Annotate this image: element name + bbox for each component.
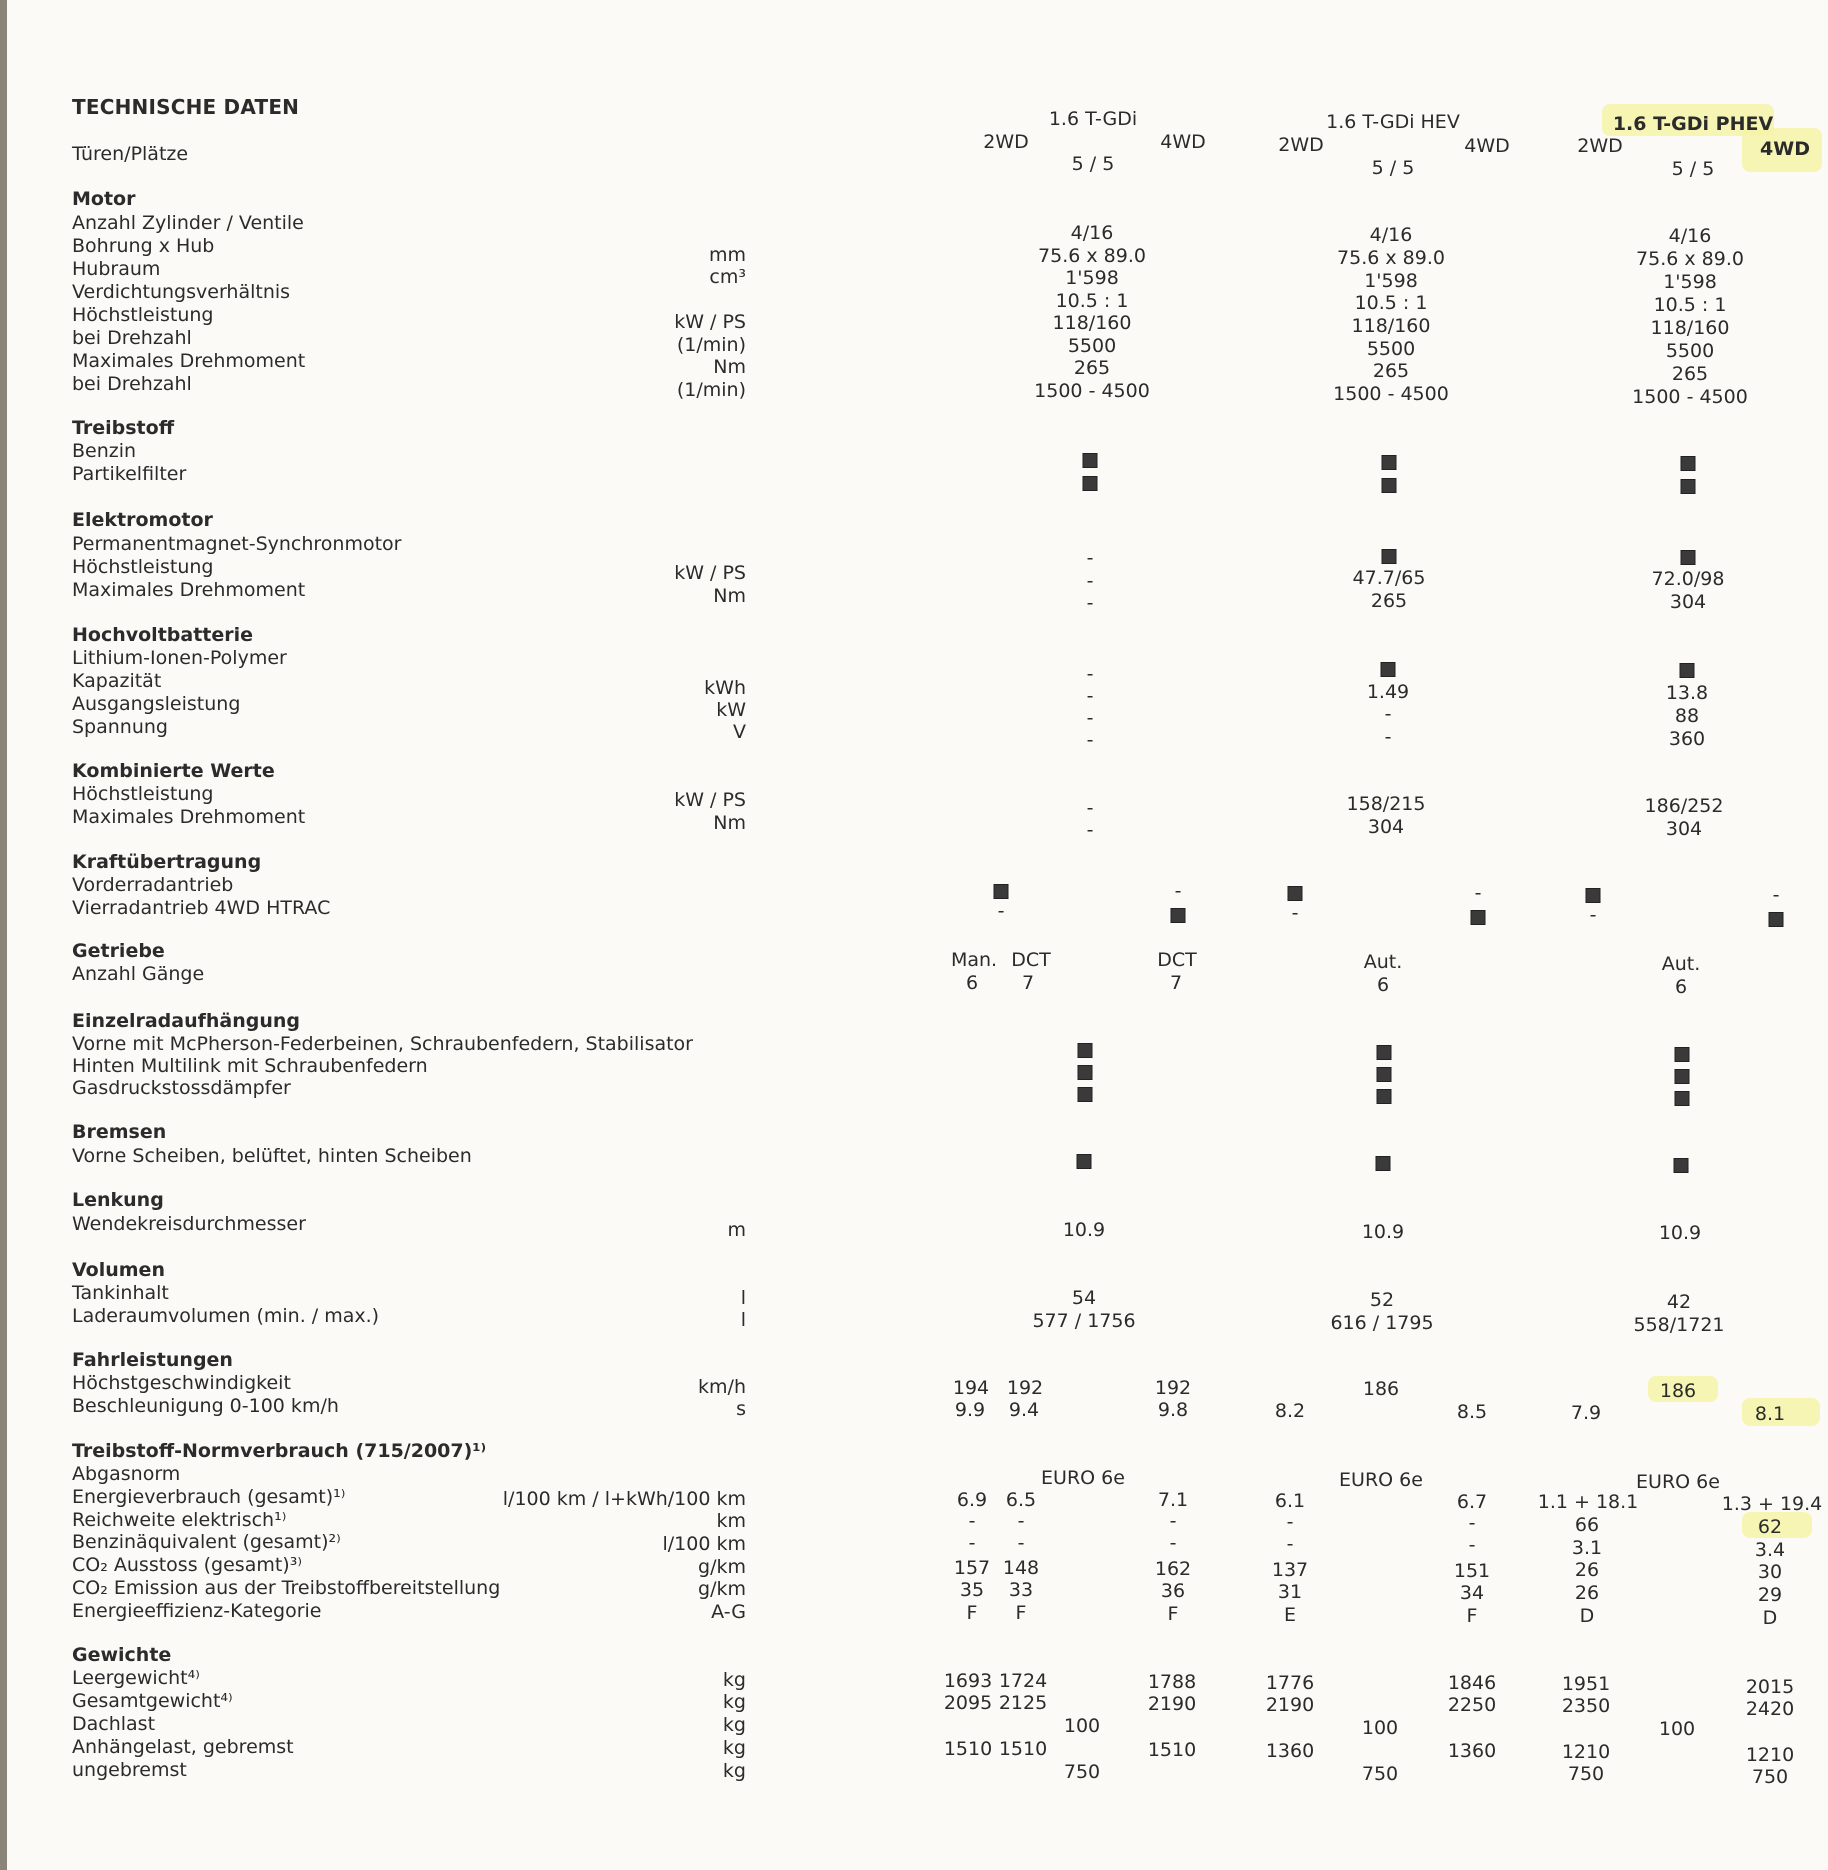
m1-anh-man: 1510 xyxy=(943,1738,993,1760)
m1-el-drehmoment: - xyxy=(1086,592,1094,614)
check-icon xyxy=(994,884,1009,899)
label-el-drehmoment: Maximales Drehmoment xyxy=(72,579,306,601)
check-icon xyxy=(1377,1089,1392,1104)
m3b-benzinaeq: 3.4 xyxy=(1754,1539,1786,1561)
label-bohrung: Bohrung x Hub xyxy=(72,235,215,257)
m3-zylinder: 4/16 xyxy=(1668,225,1712,247)
section-motor: Motor xyxy=(72,188,136,210)
m1-benzinaeq-dct: - xyxy=(1017,1532,1025,1554)
m2-zylinder: 4/16 xyxy=(1369,224,1413,246)
m3-spannung: 360 xyxy=(1668,728,1706,750)
m3a-ges: 2350 xyxy=(1561,1695,1611,1717)
unit-l-lade: l xyxy=(740,1309,746,1331)
section-kraft: Kraftübertragung xyxy=(72,851,262,873)
m3-drehzahl2: 1500 - 4500 xyxy=(1632,386,1748,408)
m1-cb-dct: 33 xyxy=(1008,1579,1034,1601)
m2b-cb: 34 xyxy=(1459,1582,1485,1604)
m3-gaenge: 6 xyxy=(1674,976,1688,998)
m3a-benzinaeq: 3.1 xyxy=(1571,1537,1603,1559)
label-vorne-mc: Vorne mit McPherson-Federbeinen, Schraubenfedern, Stabilisator xyxy=(72,1033,693,1055)
m1b-co2: 162 xyxy=(1154,1558,1192,1580)
m1b-vmax: 192 xyxy=(1154,1377,1192,1399)
m1b-gaenge: 7 xyxy=(1169,972,1183,994)
check-icon xyxy=(1681,550,1696,565)
m3-ausgang: 88 xyxy=(1674,705,1700,727)
unit-kg-5: kg xyxy=(722,1760,746,1782)
m3b-cb: 29 xyxy=(1757,1584,1783,1606)
doors-1: 5 / 5 xyxy=(1071,153,1115,175)
m1-anh-dct: 1510 xyxy=(998,1738,1048,1760)
unit-ag: A-G xyxy=(711,1601,746,1623)
label-gesamt: Gesamtgewicht⁴⁾ xyxy=(72,1690,233,1712)
m1b-vorderrad: - xyxy=(1174,880,1182,902)
m2-komb-leistung: 158/215 xyxy=(1346,793,1426,815)
section-kombiniert: Kombinierte Werte xyxy=(72,760,275,782)
m2-abgas: EURO 6e xyxy=(1339,1469,1423,1491)
m3-drehmoment: 265 xyxy=(1671,363,1709,385)
unit-s: s xyxy=(736,1398,746,1420)
m2b-anh: 1360 xyxy=(1447,1740,1497,1762)
m2-wendekreis: 10.9 xyxy=(1361,1221,1405,1243)
label-partikel: Partikelfilter xyxy=(72,463,187,485)
label-energie: Energieverbrauch (gesamt)¹⁾ xyxy=(72,1486,346,1508)
label-kapazitaet: Kapazität xyxy=(72,670,162,692)
m1-vmax-dct: 192 xyxy=(1006,1377,1044,1399)
m1-ges-man: 2095 xyxy=(943,1692,993,1714)
label-zylinder: Anzahl Zylinder / Ventile xyxy=(72,212,304,234)
m3-komb-leistung: 186/252 xyxy=(1644,795,1724,817)
m3b-ges: 2420 xyxy=(1745,1698,1795,1720)
m3a-leer: 1951 xyxy=(1561,1673,1611,1695)
m2-laderaum: 616 / 1795 xyxy=(1330,1312,1434,1334)
m2-kapazitaet: 1.49 xyxy=(1366,681,1410,703)
m3-wendekreis: 10.9 xyxy=(1658,1222,1702,1244)
label-vorne-scheiben: Vorne Scheiben, belüftet, hinten Scheiben xyxy=(72,1145,472,1167)
m2a-eff: E xyxy=(1283,1604,1297,1626)
m3a-vierrad: - xyxy=(1589,904,1597,926)
m2-leistung: 118/160 xyxy=(1351,315,1431,337)
m3-drehzahl: 5500 xyxy=(1665,340,1715,362)
check-icon xyxy=(1675,1069,1690,1084)
label-ungebremst: ungebremst xyxy=(72,1759,187,1781)
m1-bohrung: 75.6 x 89.0 xyxy=(1038,245,1146,267)
m3-dachlast: 100 xyxy=(1658,1718,1696,1740)
m1-vmax-man: 194 xyxy=(952,1377,990,1399)
m1b-leer: 1788 xyxy=(1147,1671,1197,1693)
m2a-beschl: 8.2 xyxy=(1274,1400,1306,1422)
m3-leistung: 118/160 xyxy=(1650,317,1730,339)
label-el-leistung: Höchstleistung xyxy=(72,556,214,578)
scan-edge xyxy=(0,0,7,1870)
check-icon xyxy=(1377,1067,1392,1082)
section-normverbrauch: Treibstoff-Normverbrauch (715/2007)¹⁾ xyxy=(72,1440,487,1462)
check-icon xyxy=(1376,1156,1391,1171)
label-tueren: Türen/Plätze xyxy=(72,143,189,165)
check-icon xyxy=(1288,886,1303,901)
m3-kapazitaet: 13.8 xyxy=(1665,682,1709,704)
m3-verdichtung: 10.5 : 1 xyxy=(1653,294,1727,316)
unit-v: V xyxy=(733,721,746,743)
m1-energie-dct: 6.5 xyxy=(1005,1489,1037,1511)
model-2-name: 1.6 T-GDi HEV xyxy=(1326,111,1460,133)
check-icon xyxy=(1078,1087,1093,1102)
section-bremsen: Bremsen xyxy=(72,1121,167,1143)
m1-laderaum: 577 / 1756 xyxy=(1032,1310,1136,1332)
unit-kwps-el: kW / PS xyxy=(674,562,746,584)
m3-el-drehmoment: 304 xyxy=(1669,591,1707,613)
m2a-reichweite: - xyxy=(1286,1511,1294,1533)
unit-m: m xyxy=(727,1219,746,1241)
m3a-co2: 26 xyxy=(1574,1559,1600,1581)
model-2-4wd: 4WD xyxy=(1464,135,1510,157)
unit-kg-2: kg xyxy=(722,1691,746,1713)
unit-nm-komb: Nm xyxy=(713,812,746,834)
m1-zylinder: 4/16 xyxy=(1070,222,1114,244)
model-3-4wd: 4WD xyxy=(1760,138,1810,160)
label-drehmoment: Maximales Drehmoment xyxy=(72,350,306,372)
label-pmsm: Permanentmagnet-Synchronmotor xyxy=(72,533,402,555)
m3b-eff: D xyxy=(1762,1607,1778,1629)
label-laderaum: Laderaumvolumen (min. / max.) xyxy=(72,1305,380,1327)
m2b-eff: F xyxy=(1466,1605,1478,1627)
section-volumen: Volumen xyxy=(72,1259,165,1281)
label-anhaenge: Anhängelast, gebremst xyxy=(72,1736,294,1758)
label-abgas: Abgasnorm xyxy=(72,1463,181,1485)
label-gaenge: Anzahl Gänge xyxy=(72,963,205,985)
m2-bohrung: 75.6 x 89.0 xyxy=(1337,247,1445,269)
m2a-benzinaeq: - xyxy=(1286,1533,1294,1555)
check-icon xyxy=(1171,908,1186,923)
m1-drehzahl2: 1500 - 4500 xyxy=(1034,380,1150,402)
unit-cm3: cm³ xyxy=(709,266,746,288)
section-elektromotor: Elektromotor xyxy=(72,509,213,531)
section-gewichte: Gewichte xyxy=(72,1644,172,1666)
m1-eff-dct: F xyxy=(1015,1602,1027,1624)
label-vierrad: Vierradantrieb 4WD HTRAC xyxy=(72,897,331,919)
m3b-leer: 2015 xyxy=(1745,1676,1795,1698)
check-icon xyxy=(1471,910,1486,925)
check-icon xyxy=(1675,1047,1690,1062)
m1a-vierrad: - xyxy=(997,900,1005,922)
check-icon xyxy=(1377,1045,1392,1060)
label-vorderrad: Vorderradantrieb xyxy=(72,874,234,896)
m1-dachlast: 100 xyxy=(1063,1715,1101,1737)
m1-leer-dct: 1724 xyxy=(998,1670,1048,1692)
m3-hubraum: 1'598 xyxy=(1663,271,1717,293)
unit-l100: l/100 km xyxy=(662,1533,746,1555)
unit-mm: mm xyxy=(708,244,746,266)
m1-cb-man: 35 xyxy=(959,1579,985,1601)
m3a-reichweite: 66 xyxy=(1574,1514,1600,1536)
m1b-reichweite: - xyxy=(1169,1510,1177,1532)
m1-wendekreis: 10.9 xyxy=(1062,1219,1106,1241)
m1b-energie: 7.1 xyxy=(1157,1489,1189,1511)
m3-getriebe: Aut. xyxy=(1661,953,1701,975)
m2-drehzahl2: 1500 - 4500 xyxy=(1333,383,1449,405)
m3-komb-drehmoment: 304 xyxy=(1665,818,1703,840)
m1-getriebe-man: Man. xyxy=(950,949,998,971)
m3b-vorderrad: - xyxy=(1772,884,1780,906)
label-hoechstleistung: Höchstleistung xyxy=(72,304,214,326)
m3b-anh: 1210 xyxy=(1745,1744,1795,1766)
m2b-leer: 1846 xyxy=(1447,1672,1497,1694)
label-reichweite: Reichweite elektrisch¹⁾ xyxy=(72,1509,287,1531)
m1-kapazitaet: - xyxy=(1086,685,1094,707)
m3a-energie: 1.1 + 18.1 xyxy=(1537,1491,1639,1513)
m1-ges-dct: 2125 xyxy=(998,1692,1048,1714)
m2-tank: 52 xyxy=(1369,1289,1395,1311)
m2b-energie: 6.7 xyxy=(1456,1491,1488,1513)
check-icon xyxy=(1586,888,1601,903)
m1b-ges: 2190 xyxy=(1147,1693,1197,1715)
check-icon xyxy=(1078,1065,1093,1080)
label-effizienz: Energieeffizienz-Kategorie xyxy=(72,1600,322,1622)
m1-drehmoment: 265 xyxy=(1073,357,1111,379)
check-icon xyxy=(1382,455,1397,470)
m2a-ges: 2190 xyxy=(1265,1694,1315,1716)
page-title: TECHNISCHE DATEN xyxy=(72,95,300,119)
unit-kg-3: kg xyxy=(722,1714,746,1736)
m1b-benzinaeq: - xyxy=(1169,1532,1177,1554)
m1-beschl-man: 9.9 xyxy=(954,1399,986,1421)
m1-komb-leistung: - xyxy=(1086,797,1094,819)
label-benzinaeq: Benzinäquivalent (gesamt)²⁾ xyxy=(72,1531,341,1553)
label-wendekreis: Wendekreisdurchmesser xyxy=(72,1213,306,1235)
m2-el-drehmoment: 265 xyxy=(1370,590,1408,612)
m1-komb-drehmoment: - xyxy=(1086,819,1094,841)
unit-energie: l/100 km / l+kWh/100 km xyxy=(502,1488,746,1510)
m3a-ungebremst: 750 xyxy=(1567,1763,1605,1785)
label-leer: Leergewicht⁴⁾ xyxy=(72,1667,200,1689)
check-icon xyxy=(1675,1091,1690,1106)
m2b-benzinaeq: - xyxy=(1468,1534,1476,1556)
m2a-co2: 137 xyxy=(1271,1559,1309,1581)
m1-ungebremst: 750 xyxy=(1063,1761,1101,1783)
unit-gkm-2: g/km xyxy=(698,1578,746,1600)
unit-kg-1: kg xyxy=(722,1669,746,1691)
label-spannung: Spannung xyxy=(72,716,168,738)
m2-gaenge: 6 xyxy=(1376,974,1390,996)
m2a-cb: 31 xyxy=(1277,1581,1303,1603)
m2-drehmoment: 265 xyxy=(1372,360,1410,382)
m1-reichweite-man: - xyxy=(968,1510,976,1532)
model-1-4wd: 4WD xyxy=(1160,131,1206,153)
section-hochvolt: Hochvoltbatterie xyxy=(72,624,254,646)
m2b-reichweite: - xyxy=(1468,1512,1476,1534)
label-co2-bereit: CO₂ Emission aus der Treibstoffbereitstellung xyxy=(72,1577,501,1599)
m1b-beschl: 9.8 xyxy=(1157,1399,1189,1421)
label-hinten-ml: Hinten Multilink mit Schraubenfedern xyxy=(72,1055,428,1077)
m3-el-leistung: 72.0/98 xyxy=(1651,568,1725,590)
section-einzelrad: Einzelradaufhängung xyxy=(72,1010,301,1032)
m2a-anh: 1360 xyxy=(1265,1740,1315,1762)
m2-drehzahl: 5500 xyxy=(1366,338,1416,360)
check-icon xyxy=(1083,476,1098,491)
m2b-ges: 2250 xyxy=(1447,1694,1497,1716)
m1-eff-man: F xyxy=(966,1602,978,1624)
m2-verdichtung: 10.5 : 1 xyxy=(1354,292,1428,314)
m2b-beschl: 8.5 xyxy=(1456,1401,1488,1423)
m1-co2-dct: 148 xyxy=(1002,1557,1040,1579)
check-icon xyxy=(1382,549,1397,564)
m2-komb-drehmoment: 304 xyxy=(1367,816,1405,838)
section-lenkung: Lenkung xyxy=(72,1189,164,1211)
label-dachlast: Dachlast xyxy=(72,1713,156,1735)
check-icon xyxy=(1077,1154,1092,1169)
label-hubraum: Hubraum xyxy=(72,258,161,280)
label-benzin: Benzin xyxy=(72,440,137,462)
m3-laderaum: 558/1721 xyxy=(1633,1314,1725,1336)
unit-kwps-komb: kW / PS xyxy=(674,789,746,811)
m2-hubraum: 1'598 xyxy=(1364,270,1418,292)
doors-3: 5 / 5 xyxy=(1671,158,1715,180)
label-bei-drehzahl-2: bei Drehzahl xyxy=(72,373,192,395)
m3b-ungebremst: 750 xyxy=(1751,1766,1789,1788)
m3b-reichweite: 62 xyxy=(1757,1516,1783,1538)
label-komb-drehmoment: Maximales Drehmoment xyxy=(72,806,306,828)
section-treibstoff: Treibstoff xyxy=(72,417,175,439)
label-co2: CO₂ Ausstoss (gesamt)³⁾ xyxy=(72,1554,302,1576)
check-icon xyxy=(1769,912,1784,927)
m1-getriebe-dct: DCT xyxy=(1011,949,1051,971)
check-icon xyxy=(1382,478,1397,493)
label-vmax: Höchstgeschwindigkeit xyxy=(72,1372,291,1394)
m3b-co2: 30 xyxy=(1757,1561,1783,1583)
label-gasdruck: Gasdruckstossdämpfer xyxy=(72,1077,291,1099)
m3b-energie: 1.3 + 19.4 xyxy=(1721,1493,1823,1515)
m1-beschl-dct: 9.4 xyxy=(1008,1399,1040,1421)
label-verdichtung: Verdichtungsverhältnis xyxy=(72,281,291,303)
m2a-energie: 6.1 xyxy=(1274,1490,1306,1512)
m3a-cb: 26 xyxy=(1574,1582,1600,1604)
section-fahrleistungen: Fahrleistungen xyxy=(72,1349,233,1371)
m2-el-leistung: 47.7/65 xyxy=(1352,567,1426,589)
label-beschl: Beschleunigung 0-100 km/h xyxy=(72,1395,339,1417)
model-3-2wd: 2WD xyxy=(1577,135,1623,157)
m2a-vierrad: - xyxy=(1291,902,1299,924)
m1-benzinaeq-man: - xyxy=(968,1532,976,1554)
check-icon xyxy=(1681,479,1696,494)
model-3-name: 1.6 T-GDi PHEV xyxy=(1612,113,1774,135)
unit-nm: Nm xyxy=(713,356,746,378)
label-bei-drehzahl: bei Drehzahl xyxy=(72,327,192,349)
m2-getriebe: Aut. xyxy=(1363,951,1403,973)
m1-hubraum: 1'598 xyxy=(1065,267,1119,289)
m3a-eff: D xyxy=(1579,1605,1595,1627)
model-2-2wd: 2WD xyxy=(1278,134,1324,156)
m3-bohrung: 75.6 x 89.0 xyxy=(1636,248,1744,270)
m1b-anh: 1510 xyxy=(1147,1739,1197,1761)
m2b-vorderrad: - xyxy=(1474,882,1482,904)
unit-l-tank: l xyxy=(740,1287,746,1309)
m1b-cb: 36 xyxy=(1160,1580,1186,1602)
m1-drehzahl: 5500 xyxy=(1067,335,1117,357)
unit-gkm: g/km xyxy=(698,1556,746,1578)
m1-energie-man: 6.9 xyxy=(956,1489,988,1511)
label-komb-leistung: Höchstleistung xyxy=(72,783,214,805)
model-1-name: 1.6 T-GDi xyxy=(1048,108,1138,130)
m3-tank: 42 xyxy=(1666,1291,1692,1313)
check-icon xyxy=(1680,663,1695,678)
m2-vmax: 186 xyxy=(1362,1378,1400,1400)
m1-leer-man: 1693 xyxy=(943,1670,993,1692)
m2b-co2: 151 xyxy=(1453,1560,1491,1582)
m1-el-leistung: - xyxy=(1086,570,1094,592)
m2a-leer: 1776 xyxy=(1265,1672,1315,1694)
m3-vmax: 186 xyxy=(1659,1380,1697,1402)
m3a-beschl: 7.9 xyxy=(1570,1402,1602,1424)
m1-spannung: - xyxy=(1086,729,1094,751)
check-icon xyxy=(1381,662,1396,677)
m2-spannung: - xyxy=(1384,726,1392,748)
m3a-anh: 1210 xyxy=(1561,1741,1611,1763)
check-icon xyxy=(1674,1158,1689,1173)
label-tank: Tankinhalt xyxy=(72,1282,169,1304)
m1-tank: 54 xyxy=(1071,1287,1097,1309)
doors-2: 5 / 5 xyxy=(1371,157,1415,179)
model-1-2wd: 2WD xyxy=(983,131,1029,153)
check-icon xyxy=(1681,456,1696,471)
unit-kwh: kWh xyxy=(704,677,746,699)
unit-kmh: km/h xyxy=(698,1376,746,1398)
check-icon xyxy=(1078,1043,1093,1058)
label-ausgang: Ausgangsleistung xyxy=(72,693,241,715)
unit-kg-4: kg xyxy=(722,1737,746,1759)
m1-leistung: 118/160 xyxy=(1052,312,1132,334)
check-icon xyxy=(1083,453,1098,468)
m1-ausgang: - xyxy=(1086,707,1094,729)
m2-ungebremst: 750 xyxy=(1361,1763,1399,1785)
m1-pmsm: - xyxy=(1086,547,1094,569)
m1-gaenge-dct: 7 xyxy=(1021,972,1035,994)
m1-reichweite-dct: - xyxy=(1017,1510,1025,1532)
m1-co2-man: 157 xyxy=(953,1557,991,1579)
unit-rpm-2: (1/min) xyxy=(676,379,746,401)
label-lithium: Lithium-Ionen-Polymer xyxy=(72,647,287,669)
m2-ausgang: - xyxy=(1384,703,1392,725)
m1-lithium: - xyxy=(1086,663,1094,685)
unit-km: km xyxy=(716,1510,746,1532)
section-getriebe: Getriebe xyxy=(72,940,165,962)
m2-dachlast: 100 xyxy=(1361,1717,1399,1739)
unit-kw: kW xyxy=(716,699,746,721)
m1-abgas: EURO 6e xyxy=(1041,1467,1125,1489)
m1-gaenge-man: 6 xyxy=(965,972,979,994)
m1b-eff: F xyxy=(1167,1603,1179,1625)
m1b-getriebe: DCT xyxy=(1157,949,1197,971)
unit-kwps: kW / PS xyxy=(674,311,746,333)
unit-nm-el: Nm xyxy=(713,585,746,607)
m3b-beschl: 8.1 xyxy=(1754,1403,1786,1425)
m1-verdichtung: 10.5 : 1 xyxy=(1055,290,1129,312)
unit-rpm: (1/min) xyxy=(676,334,746,356)
m3-abgas: EURO 6e xyxy=(1636,1471,1720,1493)
